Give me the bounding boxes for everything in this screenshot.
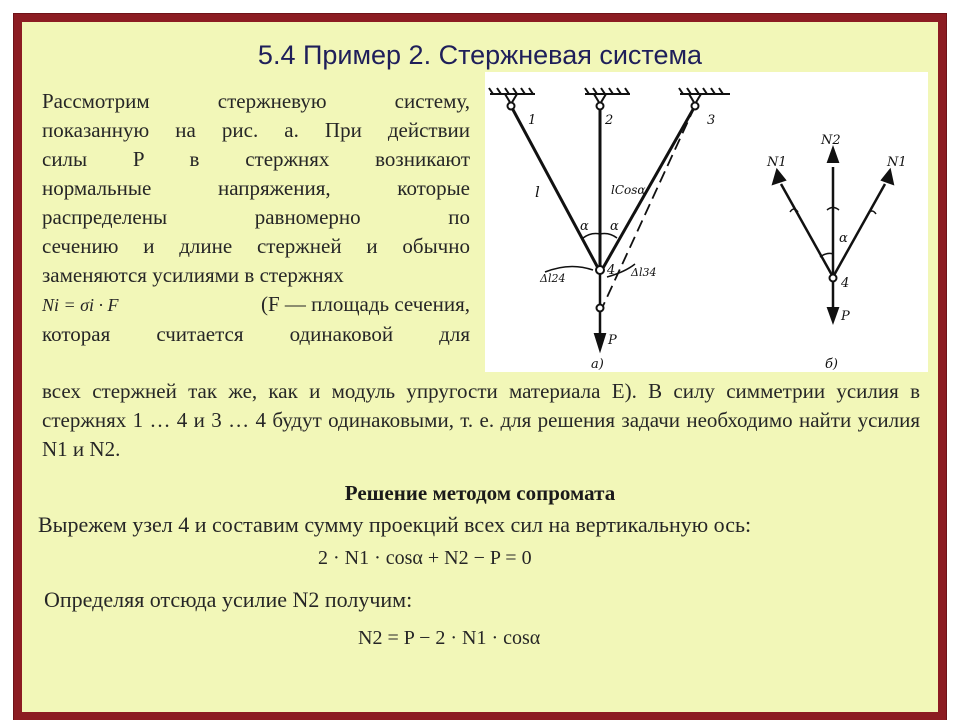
intro-line-7: заменяются усилиями в стержнях [42, 263, 344, 287]
rod-lcos-label: lCosα [611, 183, 646, 197]
n1-right-label: N1 [887, 155, 907, 170]
slide [14, 14, 946, 720]
intro-line-2: показанную на рис. а. При действии [42, 118, 470, 142]
node-label-1: 1 [528, 113, 537, 128]
node-label-4: 4 [607, 263, 616, 278]
slide-title: 5.4 Пример 2. Стержневая система [257, 40, 703, 70]
equation-1: 2 · N1 · cosα + N2 − P = 0 [318, 547, 532, 569]
rod-system-drawing [485, 72, 928, 372]
force-p-b: P [841, 309, 850, 324]
dl34-label: Δl34 [631, 266, 657, 279]
formula-line [42, 290, 470, 320]
intro-line-1: Рассмотрим стержневую систему, [42, 89, 470, 113]
force-p-label: P [608, 333, 617, 348]
alpha-b: α [839, 231, 848, 246]
intro-line-5: распределены равномерно по [42, 205, 470, 229]
cut-text: Вырежем узел 4 и составим сумму проекций всех сил на вертикальную ось: [38, 512, 752, 537]
figure-a-label: а) [591, 357, 604, 372]
alpha-left: α [580, 219, 589, 234]
inline-formula: Ni = σi · F [42, 295, 119, 315]
determine-text: Определяя отсюда усилие N2 получим: [44, 587, 413, 612]
rod-length-label: l [535, 183, 540, 201]
section-heading: Решение методом сопромата [344, 481, 616, 505]
intro-paragraph [42, 87, 470, 349]
paren-text: (F — площадь сечения, [260, 292, 470, 316]
equation-2: N2 = P − 2 · N1 · cosα [358, 627, 541, 649]
intro-line-6: сечению и длине стержней и обычно [42, 234, 470, 258]
node-label-3: 3 [707, 113, 716, 128]
continue-line: которая считается одинаковой для [42, 322, 470, 346]
intro-line-4: нормальные напряжения, которые [42, 176, 470, 200]
n1-left-label: N1 [767, 155, 787, 170]
node-label-2: 2 [605, 113, 614, 128]
figure-b-label: б) [825, 357, 839, 372]
n2-label: N2 [821, 133, 841, 148]
node-4-b: 4 [841, 276, 850, 291]
full-paragraph: всех стержней так же, как и модуль упругости материала E). В силу симметрии усилия в стержнях 1 … 4 и 3 … 4 будут одинаковыми, т. е. для решения задачи необходимо найти усилия N1 и N2. [42, 379, 920, 461]
dl24-label: Δl24 [540, 272, 566, 285]
rod-system-figure [485, 72, 928, 372]
intro-line-3: силы P в стержнях возникают [42, 147, 470, 171]
alpha-right: α [610, 219, 619, 234]
